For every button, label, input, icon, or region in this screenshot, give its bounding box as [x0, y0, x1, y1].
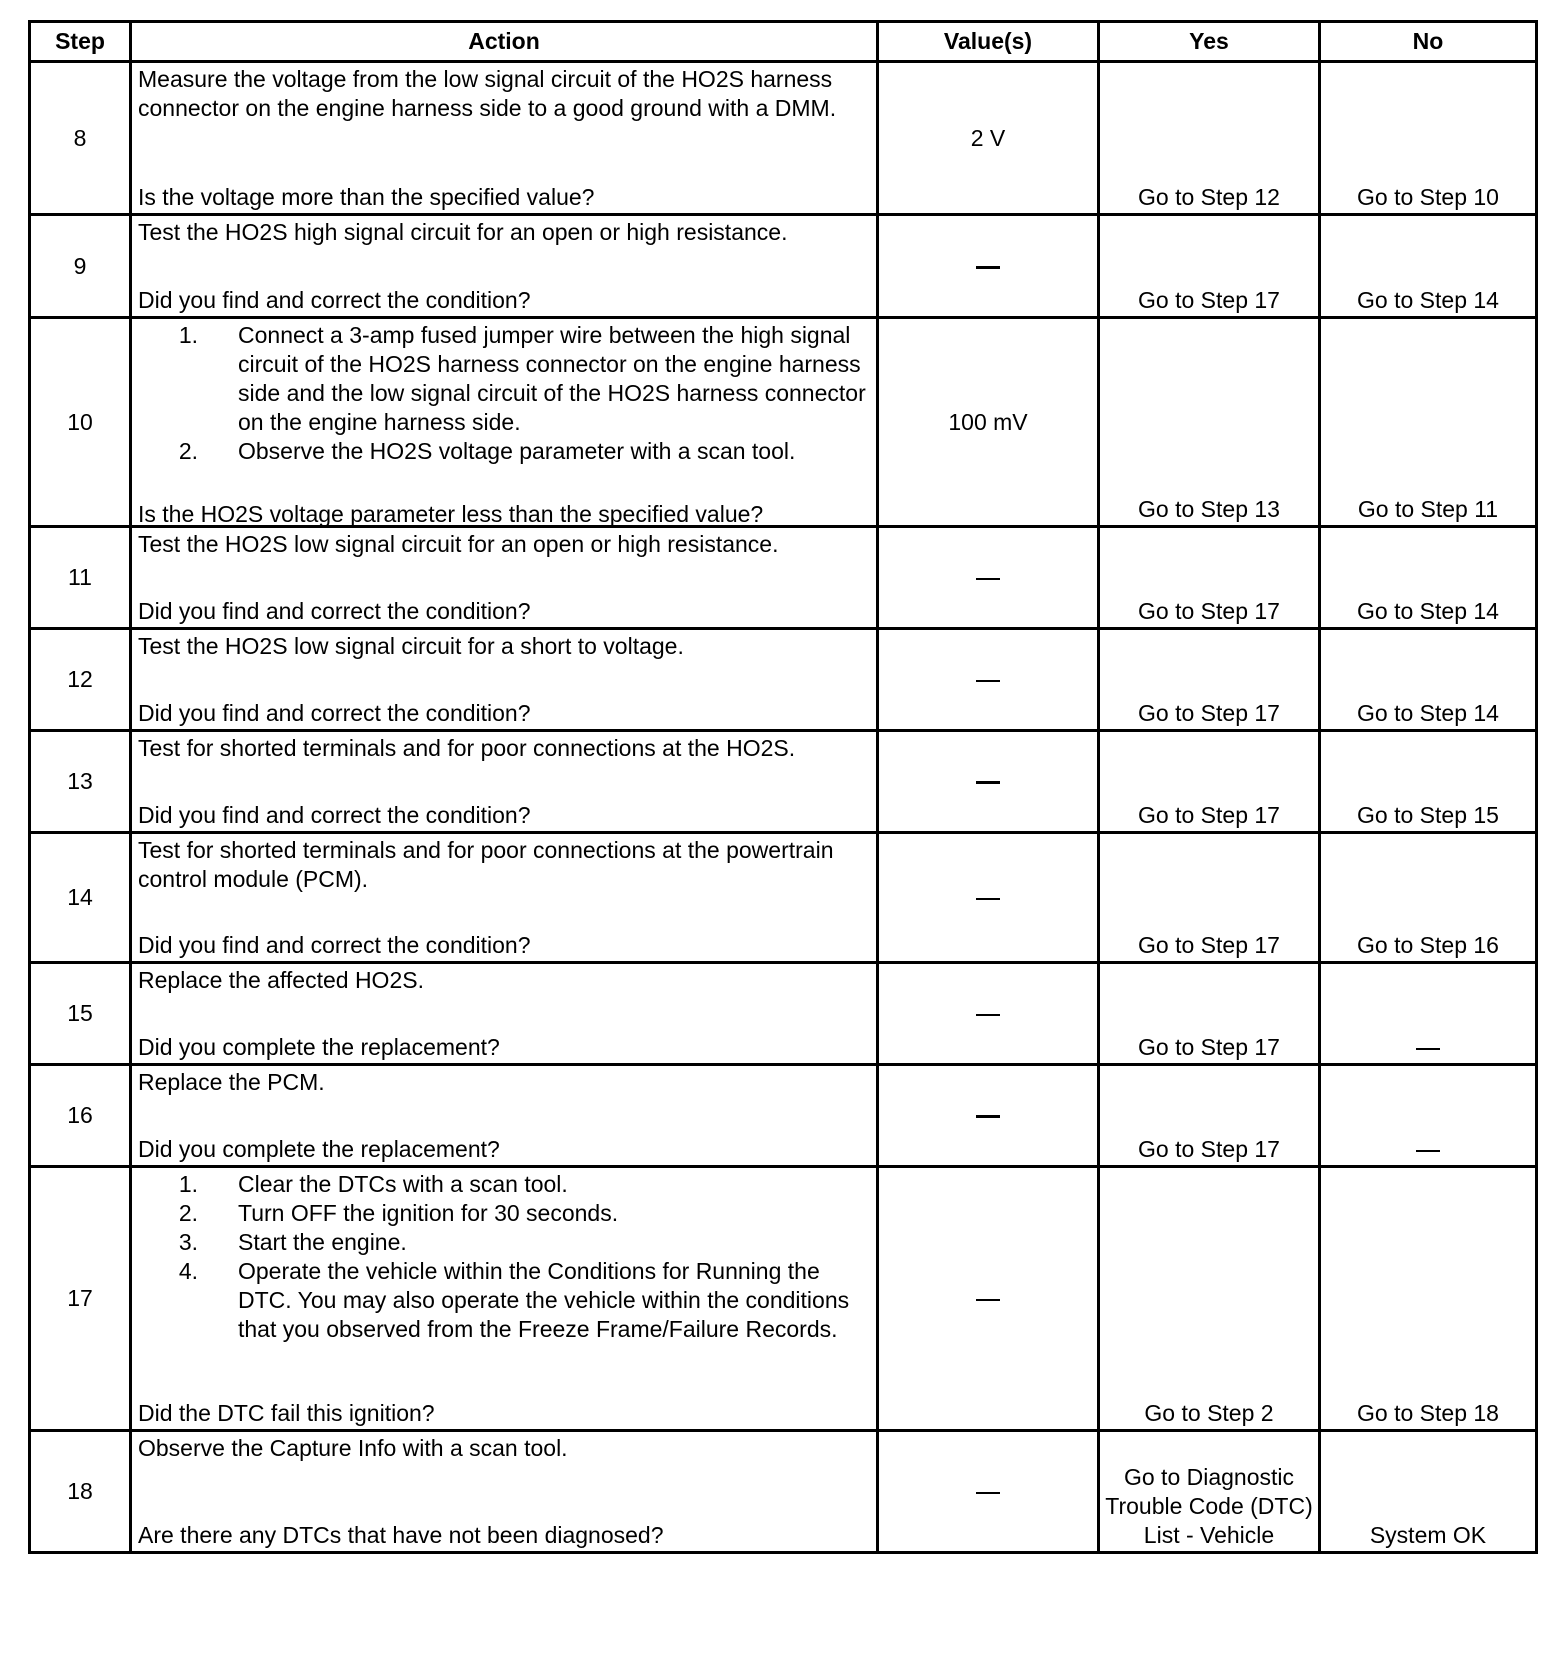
- em-dash: [976, 266, 1000, 269]
- table-row: [30, 215, 1537, 318]
- action-question: Did you find and correct the condition?: [138, 802, 531, 828]
- value-cell: 2 V: [878, 62, 1099, 215]
- action-text: Test for shorted terminals and for poor connections at the HO2S.: [138, 735, 796, 761]
- action-cell: [131, 62, 878, 215]
- table-row: [30, 963, 1537, 1065]
- action-question: Did you find and correct the condition?: [138, 598, 531, 624]
- no-cell: Go to Step 10: [1320, 62, 1537, 215]
- table-row: [30, 833, 1537, 963]
- no-cell: Go to Step 15: [1320, 731, 1537, 833]
- table-row: [30, 318, 1537, 527]
- action-step-item: [138, 1228, 872, 1257]
- action-step-text: Connect a 3-amp fused jumper wire between the high signal circuit of the HO2S harness connector on the engine harness side and the low signal circuit of the HO2S harness connector on the engine harness side.: [238, 322, 866, 435]
- step-cell: 16: [30, 1065, 131, 1167]
- action-question: Is the voltage more than the specified value?: [138, 184, 595, 210]
- action-step-text: Observe the HO2S voltage parameter with a scan tool.: [238, 438, 796, 464]
- table-row: [30, 1065, 1537, 1167]
- action-cell: [131, 833, 878, 963]
- step-cell: 11: [30, 527, 131, 629]
- no-cell: Go to Step 16: [1320, 833, 1537, 963]
- action-content: [138, 218, 872, 315]
- action-content: [138, 530, 872, 626]
- em-dash: [1416, 1048, 1440, 1050]
- no-cell: Go to Step 11: [1320, 318, 1537, 527]
- no-cell: System OK: [1320, 1431, 1537, 1553]
- action-content: [138, 966, 872, 1062]
- value-cell: [878, 833, 1099, 963]
- value-cell: [878, 1167, 1099, 1431]
- action-step-item: [138, 1199, 872, 1228]
- action-cell: [131, 527, 878, 629]
- action-cell: [131, 1431, 878, 1553]
- action-content: [138, 734, 872, 830]
- em-dash: [1416, 1150, 1440, 1152]
- action-question: Are there any DTCs that have not been diagnosed?: [138, 1522, 664, 1548]
- em-dash: [976, 1115, 1000, 1118]
- yes-cell: Go to Step 17: [1099, 1065, 1320, 1167]
- action-cell: [131, 318, 878, 527]
- action-question: Is the HO2S voltage parameter less than the specified value?: [138, 501, 764, 527]
- yes-cell: Go to Step 17: [1099, 629, 1320, 731]
- em-dash: [976, 680, 1000, 682]
- header-values: Value(s): [878, 22, 1099, 62]
- step-cell: 13: [30, 731, 131, 833]
- action-step-number: 2.: [178, 438, 198, 464]
- value-cell: [878, 215, 1099, 318]
- action-cell: [131, 1167, 878, 1431]
- action-cell: [131, 629, 878, 731]
- no-cell: Go to Step 14: [1320, 527, 1537, 629]
- action-step-item: [138, 437, 872, 466]
- em-dash: [976, 781, 1000, 784]
- yes-cell: Go to Step 17: [1099, 215, 1320, 318]
- step-cell: 14: [30, 833, 131, 963]
- header-action: Action: [131, 22, 878, 62]
- action-cell: [131, 215, 878, 318]
- action-question: Did the DTC fail this ignition?: [138, 1400, 435, 1426]
- action-step-item: [138, 321, 872, 437]
- action-step-item: [138, 1170, 872, 1199]
- action-text: Measure the voltage from the low signal circuit of the HO2S harness connector on the engine harness side to a good ground with a DMM.: [138, 66, 837, 121]
- action-content: [138, 321, 872, 527]
- value-cell: [878, 1431, 1099, 1553]
- em-dash: [976, 578, 1000, 580]
- value-cell: [878, 629, 1099, 731]
- step-cell: 9: [30, 215, 131, 318]
- action-steps-list: [138, 1170, 872, 1344]
- action-question: Did you find and correct the condition?: [138, 700, 531, 726]
- step-cell: 15: [30, 963, 131, 1065]
- step-cell: 12: [30, 629, 131, 731]
- action-question: Did you find and correct the condition?: [138, 932, 531, 958]
- no-cell: [1320, 1065, 1537, 1167]
- no-cell: Go to Step 14: [1320, 629, 1537, 731]
- action-step-number: 2.: [178, 1200, 198, 1226]
- value-cell: 100 mV: [878, 318, 1099, 527]
- action-question: Did you complete the replacement?: [138, 1034, 500, 1060]
- action-content: [138, 65, 872, 212]
- table-row: [30, 1431, 1537, 1553]
- yes-cell: Go to Step 12: [1099, 62, 1320, 215]
- header-yes: Yes: [1099, 22, 1320, 62]
- table-row: [30, 629, 1537, 731]
- action-step-number: 4.: [178, 1258, 198, 1284]
- action-content: [138, 1068, 872, 1164]
- yes-cell: Go to Step 17: [1099, 833, 1320, 963]
- em-dash: [976, 1492, 1000, 1494]
- yes-cell: Go to Step 17: [1099, 731, 1320, 833]
- step-cell: 18: [30, 1431, 131, 1553]
- yes-cell: Go to Step 17: [1099, 527, 1320, 629]
- action-step-number: 1.: [178, 1171, 198, 1197]
- yes-cell: Go to Step 13: [1099, 318, 1320, 527]
- action-steps-list: [138, 321, 872, 466]
- em-dash: [976, 1299, 1000, 1301]
- action-step-text: Operate the vehicle within the Conditions for Running the DTC. You may also operate the vehicle within the conditions that you observed from the Freeze Frame/Failure Records.: [238, 1258, 850, 1342]
- action-text: Test the HO2S high signal circuit for an open or high resistance.: [138, 219, 788, 245]
- value-cell: [878, 527, 1099, 629]
- table-row: [30, 527, 1537, 629]
- step-cell: 10: [30, 318, 131, 527]
- em-dash: [976, 1014, 1000, 1016]
- action-text: Test the HO2S low signal circuit for a short to voltage.: [138, 633, 684, 659]
- action-content: [138, 836, 872, 960]
- header-row: [30, 22, 1537, 62]
- action-question: Did you find and correct the condition?: [138, 287, 531, 313]
- step-cell: 8: [30, 62, 131, 215]
- yes-cell: Go to Diagnostic Trouble Code (DTC) List - Vehicle: [1099, 1431, 1320, 1553]
- action-cell: [131, 963, 878, 1065]
- action-step-text: Clear the DTCs with a scan tool.: [238, 1171, 568, 1197]
- no-cell: Go to Step 18: [1320, 1167, 1537, 1431]
- action-step-text: Start the engine.: [238, 1229, 407, 1255]
- no-cell: Go to Step 14: [1320, 215, 1537, 318]
- action-cell: [131, 1065, 878, 1167]
- action-text: Test for shorted terminals and for poor connections at the powertrain control module (PCM).: [138, 837, 834, 892]
- action-cell: [131, 731, 878, 833]
- action-step-number: 3.: [178, 1229, 198, 1255]
- header-step: Step: [30, 22, 131, 62]
- action-content: [138, 1170, 872, 1428]
- value-cell: [878, 731, 1099, 833]
- yes-cell: Go to Step 17: [1099, 963, 1320, 1065]
- value-cell: [878, 1065, 1099, 1167]
- table-row: [30, 731, 1537, 833]
- action-content: [138, 632, 872, 728]
- action-text: Observe the Capture Info with a scan tool.: [138, 1435, 568, 1461]
- action-step-text: Turn OFF the ignition for 30 seconds.: [238, 1200, 619, 1226]
- header-no: No: [1320, 22, 1537, 62]
- action-text: Replace the PCM.: [138, 1069, 325, 1095]
- action-step-number: 1.: [178, 322, 198, 348]
- value-cell: [878, 963, 1099, 1065]
- step-cell: 17: [30, 1167, 131, 1431]
- table-row: [30, 62, 1537, 215]
- table-row: [30, 1167, 1537, 1431]
- action-step-item: [138, 1257, 872, 1344]
- diagnostic-table: [28, 20, 1538, 1554]
- action-text: Test the HO2S low signal circuit for an open or high resistance.: [138, 531, 779, 557]
- action-content: [138, 1434, 872, 1550]
- action-question: Did you complete the replacement?: [138, 1136, 500, 1162]
- yes-cell: Go to Step 2: [1099, 1167, 1320, 1431]
- action-text: Replace the affected HO2S.: [138, 967, 424, 993]
- no-cell: [1320, 963, 1537, 1065]
- em-dash: [976, 898, 1000, 900]
